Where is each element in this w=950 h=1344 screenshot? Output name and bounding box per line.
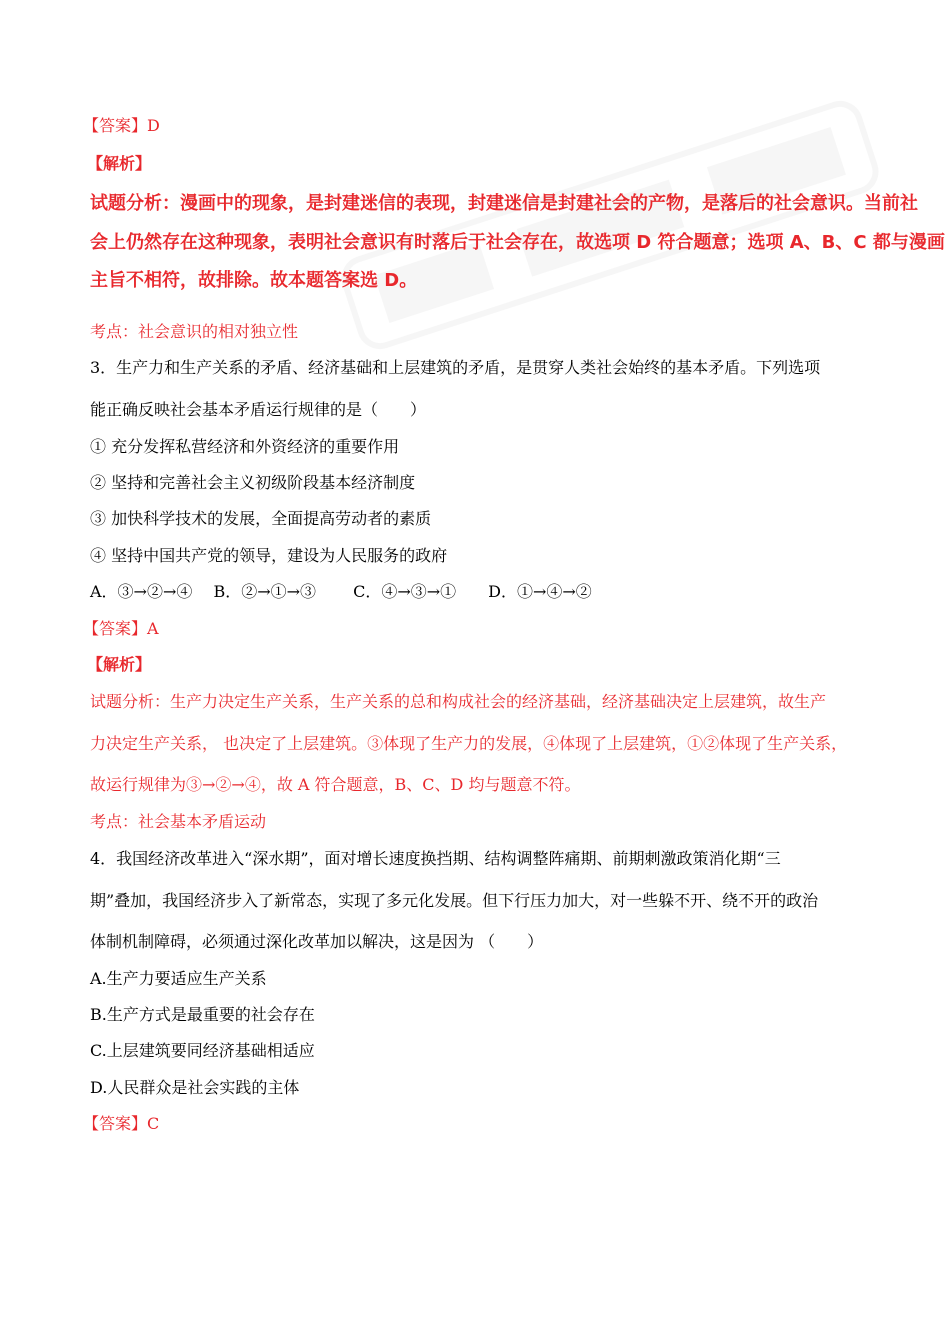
q4-answer: 【答案】C xyxy=(83,1114,160,1133)
q4-stem-line-2: 期”叠加，我国经济步入了新常态，实现了多元化发展。但下行压力加大，对一些躲不开、绕不开的政治 xyxy=(90,891,819,910)
q3-kaodian: 考点：社会基本矛盾运动 xyxy=(90,812,267,831)
q4-option-a: A.生产力要适应生产关系 xyxy=(90,969,267,988)
q4-stem-line-3: 体制机制障碍，必须通过深化改革加以解决，这是因为 （ ） xyxy=(90,932,544,951)
q2-answer: 【答案】D xyxy=(83,116,160,135)
q4-stem-line-1: 4．我国经济改革进入“深水期”，面对增长速度换挡期、结构调整阵痛期、前期刺激政策消化期“三 xyxy=(90,849,781,868)
q3-analysis-line-2: 力决定生产关系， 也决定了上层建筑。③体现了生产力的发展，④体现了上层建筑，①②体现了生产关系， xyxy=(90,734,848,753)
q3-stem-line-2: 能正确反映社会基本矛盾运行规律的是（ ） xyxy=(90,400,427,419)
q3-item-4: ④ 坚持中国共产党的领导，建设为人民服务的政府 xyxy=(90,546,448,565)
q3-item-2: ② 坚持和完善社会主义初级阶段基本经济制度 xyxy=(90,473,416,492)
q3-analysis-line-3: 故运行规律为③→②→④，故 A 符合题意，B、C、D 均与题意不符。 xyxy=(90,775,581,794)
q4-option-b: B.生产方式是最重要的社会存在 xyxy=(90,1005,315,1024)
q4-option-d: D.人民群众是社会实践的主体 xyxy=(90,1078,300,1097)
q3-analysis-tag: 【解析】 xyxy=(87,655,152,674)
q2-analysis-line-1: 试题分析：漫画中的现象，是封建迷信的表现，封建迷信是封建社会的产物，是落后的社会意识。当前社 xyxy=(90,193,918,214)
q4-option-c: C.上层建筑要同经济基础相适应 xyxy=(90,1041,315,1060)
q2-kaodian: 考点：社会意识的相对独立性 xyxy=(90,322,299,341)
q3-item-1: ① 充分发挥私营经济和外资经济的重要作用 xyxy=(90,437,400,456)
q3-options: A．③→②→④ B．②→①→③ C．④→③→① D．①→④→② xyxy=(90,582,592,601)
q2-analysis-line-3: 主旨不相符，故排除。故本题答案选 D。 xyxy=(90,270,418,291)
q3-answer: 【答案】A xyxy=(83,619,159,638)
q2-analysis-tag: 【解析】 xyxy=(87,154,152,173)
q3-analysis-line-1: 试题分析：生产力决定生产关系，生产关系的总和构成社会的经济基础，经济基础决定上层建筑，故生产 xyxy=(90,692,827,711)
q3-stem-line-1: 3．生产力和生产关系的矛盾、经济基础和上层建筑的矛盾，是贯穿人类社会始终的基本矛盾。下列选项 xyxy=(90,358,821,377)
watermark-logo xyxy=(321,67,900,383)
q3-item-3: ③ 加快科学技术的发展，全面提高劳动者的素质 xyxy=(90,509,432,528)
q2-analysis-line-2: 会上仍然存在这种现象，表明社会意识有时落后于社会存在，故选项 D 符合题意；选项 A、B、C 都与漫画 xyxy=(90,232,945,253)
